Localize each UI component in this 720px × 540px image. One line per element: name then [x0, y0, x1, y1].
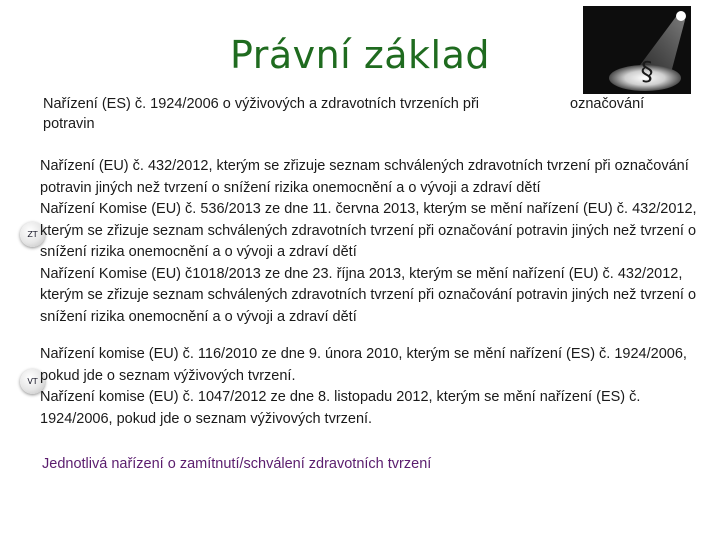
zt-item: Nařízení Komise (EU) č1018/2013 ze dne 23. října 2013, kterým se mění nařízení (EU) č. 432/2012, kterým se zřizuje seznam schválených zdravotních tvrzení při označování potravin jiných než tvrzení o snížení rizika onemocnění a o vývoji a zdraví dětí: [40, 265, 697, 325]
paragraph-symbol: §: [640, 57, 654, 87]
law-paragraph-spotlight-logo: [583, 6, 691, 94]
main-regulation-tail: označování: [570, 96, 645, 112]
slide-title: Právní základ: [229, 33, 491, 77]
vt-badge: VT: [20, 369, 45, 394]
main-regulation-line1: Nařízení (ES) č. 1924/2006 o výživových a zdravotních tvrzeních při: [43, 96, 480, 112]
vt-item: Nařízení komise (EU) č. 1047/2012 ze dne 8. listopadu 2012, kterým se mění nařízení (ES) č. 1924/2006, pokud jde o seznam výživových tvrzení.: [40, 389, 641, 427]
nutrition-claims-regulations: [40, 344, 700, 430]
zt-item: Nařízení (EU) č. 432/2012, kterým se zřizuje seznam schválených zdravotních tvrzení při označování potravin jiných než tvrzení o snížení rizika onemocnění a o vývoji a zdraví dětí: [40, 158, 689, 196]
health-claims-regulations: [40, 156, 700, 328]
vt-item: Nařízení komise (EU) č. 116/2010 ze dne 9. února 2010, kterým se mění nařízení (ES) č. 1924/2006, pokud jde o seznam výživových tvrzení.: [40, 346, 687, 384]
zt-item: Nařízení Komise (EU) č. 536/2013 ze dne 11. června 2013, kterým se mění nařízení (EU) č. 432/2012, kterým se zřizuje seznam schválených zdravotních tvrzení při označování potravin jiných než tvrzení o snížení rizika onemocnění a o vývoji a zdraví dětí: [40, 201, 697, 260]
main-regulation-line2: potravin: [43, 116, 95, 132]
main-regulation: [43, 94, 683, 134]
spotlight-icon: [583, 6, 691, 94]
zt-badge: ZT: [20, 222, 45, 247]
rejection-approval-link[interactable]: Jednotlivá nařízení o zamítnutí/schválení zdravotních tvrzení: [42, 456, 432, 472]
